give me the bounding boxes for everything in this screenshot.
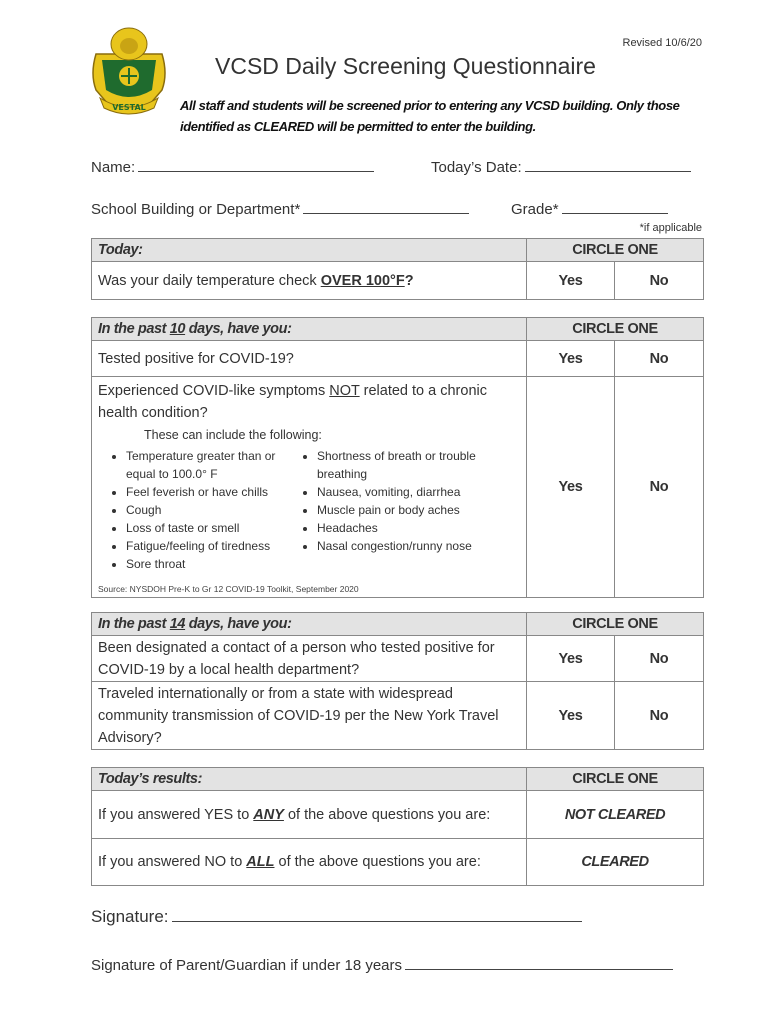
yes-option[interactable]: Yes — [527, 377, 615, 598]
symptoms-list — [98, 443, 520, 573]
parent-signature-label: Signature of Parent/Guardian if under 18 years — [91, 957, 403, 974]
past-14-days-heading: In the past 14 days, have you: — [92, 613, 527, 636]
today-heading: Today: — [92, 239, 527, 262]
symptom-item: • Loss of taste or smell — [126, 519, 289, 537]
building-field[interactable] — [91, 201, 469, 218]
intro-line-1: All staff and students will be screened prior to entering any VCSD building. Only those — [180, 98, 680, 113]
date-label: Today’s Date: — [431, 159, 522, 176]
results-heading: Today’s results: — [92, 768, 527, 791]
no-option[interactable]: No — [615, 341, 704, 377]
if-applicable-note: *if applicable — [639, 222, 702, 234]
parent-signature-blank[interactable] — [405, 957, 673, 970]
building-label: School Building or Department* — [91, 201, 301, 218]
grade-field[interactable] — [511, 201, 668, 218]
yes-option[interactable]: Yes — [527, 262, 615, 300]
signature-blank[interactable] — [172, 907, 582, 922]
revised-date: Revised 10/6/20 — [622, 37, 702, 49]
grade-label: Grade* — [511, 201, 559, 218]
yes-option[interactable]: Yes — [527, 341, 615, 377]
today-table — [91, 238, 704, 300]
symptom-item: • Headaches — [317, 519, 492, 537]
tested-positive-question: Tested positive for COVID-19? — [92, 341, 527, 377]
logo-text: VESTAL — [112, 103, 146, 112]
intro-line-2: identified as CLEARED will be permitted to enter the building. — [180, 119, 536, 134]
date-blank[interactable] — [525, 159, 691, 172]
cleared-result[interactable]: CLEARED — [527, 839, 704, 886]
travel-question: Traveled internationally or from a state with widespread community transmission of COVID-19 per the New York Travel Advisory? — [92, 682, 527, 750]
symptom-item: • Temperature greater than or equal to 100.0° F — [126, 447, 289, 483]
no-option[interactable]: No — [615, 377, 704, 598]
circle-one-label: CIRCLE ONE — [527, 318, 704, 341]
yes-option[interactable]: Yes — [527, 682, 615, 750]
symptoms-question — [92, 377, 527, 598]
intro-text — [180, 95, 720, 137]
signature-field[interactable] — [91, 907, 582, 927]
source-note: Source: NYSDOH Pre-K to Gr 12 COVID-19 Toolkit, September 2020 — [98, 584, 359, 594]
name-blank[interactable] — [138, 159, 374, 172]
no-option[interactable]: No — [615, 262, 704, 300]
circle-one-label: CIRCLE ONE — [527, 768, 704, 791]
symptom-item: • Nausea, vomiting, diarrhea — [317, 483, 492, 501]
yes-option[interactable]: Yes — [527, 636, 615, 682]
results-table — [91, 767, 704, 886]
past-14-days-table — [91, 612, 704, 750]
grade-blank[interactable] — [562, 201, 668, 214]
not-cleared-result[interactable]: NOT CLEARED — [527, 791, 704, 839]
name-field[interactable] — [91, 159, 374, 176]
symptom-item: • Feel feverish or have chills — [126, 483, 289, 501]
vestal-logo — [88, 24, 170, 116]
symptom-item: • Shortness of breath or trouble breathing — [317, 447, 492, 483]
parent-signature-field[interactable] — [91, 957, 673, 974]
answered-no-row: If you answered NO to ALL of the above questions you are: — [92, 839, 527, 886]
name-label: Name: — [91, 159, 136, 176]
symptom-item: • Cough — [126, 501, 289, 519]
symptom-item: • Nasal congestion/runny nose — [317, 537, 492, 555]
symptoms-question-text: Experienced COVID-like symptoms NOT related to a chronic health condition? — [98, 383, 487, 421]
no-option[interactable]: No — [615, 636, 704, 682]
past-10-days-heading: In the past 10 days, have you: — [92, 318, 527, 341]
circle-one-label: CIRCLE ONE — [527, 239, 704, 262]
circle-one-label: CIRCLE ONE — [527, 613, 704, 636]
contact-question: Been designated a contact of a person who tested positive for COVID-19 by a local health department? — [92, 636, 527, 682]
no-option[interactable]: No — [615, 682, 704, 750]
symptom-item: • Muscle pain or body aches — [317, 501, 492, 519]
symptoms-left-list — [98, 447, 289, 573]
answered-yes-row: If you answered YES to ANY of the above questions you are: — [92, 791, 527, 839]
temperature-question: Was your daily temperature check OVER 100°F? — [92, 262, 527, 300]
page-title: VCSD Daily Screening Questionnaire — [215, 53, 596, 79]
symptom-item: • Fatigue/feeling of tiredness — [126, 537, 289, 555]
past-10-days-table — [91, 317, 704, 598]
symptom-item: • Sore throat — [126, 555, 289, 573]
building-blank[interactable] — [303, 201, 469, 214]
symptoms-subheading: These can include the following: — [144, 428, 322, 442]
symptoms-right-list — [289, 447, 492, 573]
date-field[interactable] — [431, 159, 691, 176]
signature-label: Signature: — [91, 907, 169, 926]
